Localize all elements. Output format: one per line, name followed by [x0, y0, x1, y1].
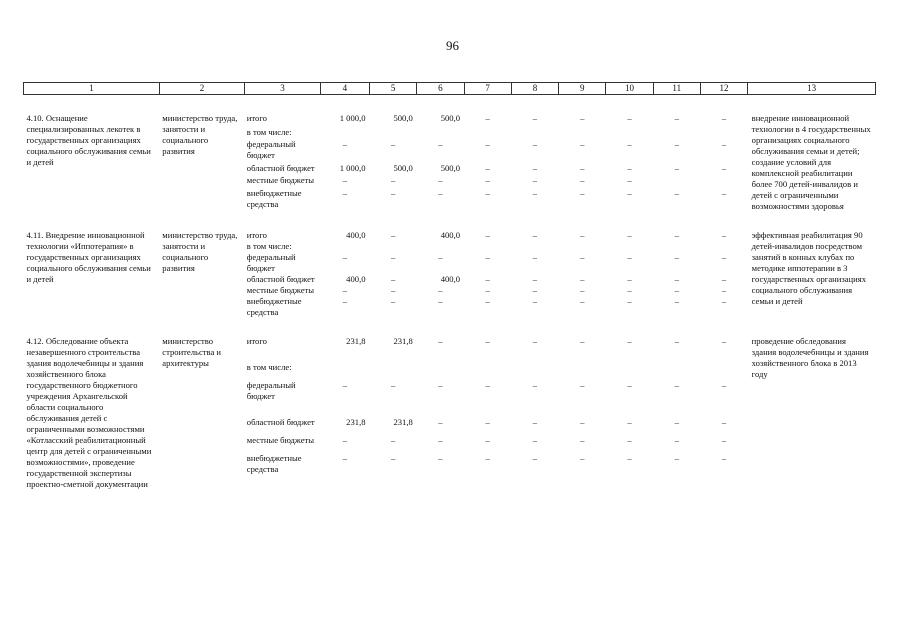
- amount-cell: –: [485, 163, 490, 174]
- amount-cell: 231,8: [346, 416, 366, 427]
- amount-cell: –: [674, 163, 679, 174]
- amount-cell: –: [485, 296, 490, 306]
- amount-cell: –: [532, 113, 538, 123]
- amount-cell: –: [721, 230, 727, 240]
- amount-cell: –: [580, 187, 585, 198]
- amount-cell: [320, 241, 369, 252]
- amount-cell: –: [391, 296, 396, 306]
- amount-cell: –: [532, 296, 538, 306]
- amount-cell: –: [674, 336, 679, 346]
- amount-cell: –: [438, 296, 443, 306]
- measure-title: 4.11. Внедрение инновационной технологии «Иппотерапия» в государственных организациях социального обслуживания семьи и детей: [26, 230, 151, 284]
- amount-cell: –: [391, 380, 396, 391]
- amount-cell: 500,0: [393, 163, 413, 174]
- amount-cell: –: [580, 113, 585, 123]
- amount-cell: [700, 127, 747, 139]
- funding-source: местные бюджеты: [246, 285, 315, 295]
- amount-cell: –: [391, 252, 396, 262]
- amount-cell: 231,8: [393, 416, 413, 427]
- amount-cell: –: [674, 435, 679, 446]
- column-header: 5: [370, 83, 417, 95]
- amount-cell: –: [532, 175, 538, 186]
- amount-cell: 400,0: [440, 230, 461, 240]
- amount-cell: –: [438, 380, 443, 391]
- amount-cell: –: [674, 285, 679, 295]
- amount-cell: –: [627, 175, 632, 186]
- amount-cell: –: [580, 175, 585, 186]
- amount-cell: –: [438, 336, 443, 346]
- amount-cell: [559, 362, 606, 380]
- amount-cell: –: [485, 175, 490, 186]
- amount-cell: 400,0: [346, 274, 366, 284]
- funding-source: федеральный бюджет: [246, 138, 296, 160]
- amount-cell: –: [342, 453, 348, 464]
- funding-source: областной бюджет: [246, 274, 315, 284]
- amount-cell: –: [721, 435, 727, 446]
- amount-cell: –: [342, 296, 348, 306]
- amount-cell: –: [721, 285, 727, 295]
- amount-cell: [511, 241, 558, 252]
- amount-cell: [606, 127, 653, 139]
- amount-cell: –: [627, 138, 632, 149]
- measure-executor: министерство труда, занятости и социального развития: [162, 230, 238, 273]
- amount-cell: –: [721, 380, 727, 391]
- amount-cell: –: [627, 416, 632, 427]
- amount-cell: –: [391, 453, 396, 464]
- amount-cell: –: [342, 285, 348, 295]
- amount-cell: [559, 241, 606, 252]
- amount-cell: [559, 127, 606, 139]
- measure-executor: министерство труда, занятости и социального развития: [162, 113, 238, 156]
- amount-cell: –: [438, 138, 443, 149]
- expected-result: проведение обследования здания водолечебницы и здания хозяйственного блока в 2013 году: [751, 336, 869, 379]
- amount-cell: –: [674, 380, 679, 391]
- amount-cell: –: [438, 175, 443, 186]
- amount-cell: –: [485, 274, 490, 284]
- amount-cell: –: [485, 380, 490, 391]
- amount-cell: –: [391, 187, 396, 198]
- funding-source: итого: [246, 113, 267, 123]
- column-header: 11: [653, 83, 700, 95]
- amount-cell: [320, 127, 369, 139]
- amount-cell: [653, 241, 700, 252]
- amount-cell: 1 000,0: [339, 163, 366, 174]
- column-header: 7: [464, 83, 511, 95]
- column-header: 13: [748, 83, 876, 95]
- amount-cell: 400,0: [346, 230, 366, 240]
- amount-cell: –: [580, 296, 585, 306]
- amount-cell: [653, 175, 700, 187]
- amount-cell: –: [532, 453, 538, 464]
- amount-cell: [370, 241, 417, 252]
- amount-cell: –: [391, 175, 396, 186]
- amount-cell: –: [627, 296, 632, 306]
- amount-cell: –: [485, 252, 490, 262]
- amount-cell: 500,0: [393, 113, 413, 123]
- measure-executor: министерство строительства и архитектуры: [162, 336, 222, 368]
- amount-cell: [464, 127, 511, 139]
- amount-cell: –: [438, 453, 443, 464]
- amount-cell: [653, 127, 700, 139]
- amount-cell: [606, 362, 653, 380]
- amount-cell: –: [485, 336, 490, 346]
- amount-cell: –: [342, 252, 348, 262]
- amount-cell: –: [438, 416, 443, 427]
- column-header: 12: [700, 83, 747, 95]
- table-row: [24, 101, 876, 127]
- funding-source: в том числе:: [246, 362, 292, 373]
- amount-cell: [606, 241, 653, 252]
- amount-cell: –: [721, 416, 727, 427]
- amount-cell: [320, 362, 369, 380]
- amount-cell: [464, 241, 511, 252]
- amount-cell: –: [532, 187, 538, 198]
- funding-source: в том числе:: [246, 126, 292, 137]
- amount-cell: –: [485, 187, 490, 198]
- amount-cell: –: [438, 285, 443, 295]
- amount-cell: 500,0: [440, 113, 461, 123]
- amount-cell: –: [342, 435, 348, 446]
- funding-source: местные бюджеты: [246, 175, 315, 186]
- amount-cell: –: [485, 435, 490, 446]
- amount-cell: 400,0: [440, 274, 461, 284]
- amount-cell: –: [627, 380, 632, 391]
- amount-cell: –: [438, 252, 443, 262]
- amount-cell: –: [674, 274, 679, 284]
- amount-cell: –: [674, 187, 679, 198]
- amount-cell: –: [532, 416, 538, 427]
- amount-cell: –: [721, 138, 727, 149]
- funding-source: внебюджетные средства: [246, 296, 302, 317]
- amount-cell: –: [485, 285, 490, 295]
- column-header: 9: [559, 83, 606, 95]
- amount-cell: –: [391, 138, 396, 149]
- column-header: 3: [245, 83, 320, 95]
- funding-source: местные бюджеты: [246, 435, 315, 446]
- column-header: 6: [417, 83, 464, 95]
- amount-cell: –: [674, 113, 679, 123]
- amount-cell: –: [627, 435, 632, 446]
- program-table: [23, 82, 876, 490]
- amount-cell: –: [342, 138, 348, 149]
- amount-cell: [511, 362, 558, 380]
- amount-cell: –: [721, 163, 727, 174]
- amount-cell: [417, 127, 464, 139]
- expected-result: эффективная реабилитация 90 детей-инвалидов посредством занятий в конных клубах по методике иппотерапии в 3 государственных организациях социального обслуживания семьи и детей: [751, 230, 866, 306]
- amount-cell: –: [627, 163, 632, 174]
- amount-cell: –: [391, 230, 396, 240]
- amount-cell: –: [342, 187, 348, 198]
- amount-cell: –: [627, 453, 632, 464]
- amount-cell: –: [721, 187, 727, 198]
- amount-cell: –: [532, 435, 538, 446]
- amount-cell: –: [580, 163, 585, 174]
- funding-source: областной бюджет: [246, 163, 315, 174]
- amount-cell: –: [532, 138, 538, 149]
- amount-cell: –: [485, 138, 490, 149]
- amount-cell: –: [674, 252, 679, 262]
- expected-result: внедрение инновационной технологии в 4 государственных организациях социального обслуживания семьи и детей; создание условий для комплексной реабилитации более 700 детей-инвалидов и детей с ограниченными возможностями здоровья: [751, 113, 871, 211]
- amount-cell: [700, 362, 747, 380]
- amount-cell: [370, 127, 417, 139]
- amount-cell: –: [580, 380, 585, 391]
- amount-cell: –: [721, 274, 727, 284]
- column-header: 4: [320, 83, 369, 95]
- amount-cell: –: [532, 274, 538, 284]
- funding-source: федеральный бюджет: [246, 380, 296, 402]
- table-body: [24, 95, 876, 491]
- amount-cell: [370, 362, 417, 380]
- amount-cell: –: [438, 187, 443, 198]
- table-row: [24, 324, 876, 362]
- funding-source: внебюджетные средства: [246, 453, 302, 475]
- amount-cell: [464, 362, 511, 380]
- column-header: 8: [511, 83, 558, 95]
- amount-cell: –: [674, 138, 679, 149]
- amount-cell: –: [391, 274, 396, 284]
- funding-source: итого: [246, 230, 267, 240]
- amount-cell: –: [485, 230, 490, 240]
- amount-cell: –: [627, 113, 632, 123]
- column-header: 10: [606, 83, 653, 95]
- amount-cell: –: [580, 336, 585, 346]
- page-number: 96: [446, 38, 459, 53]
- amount-cell: –: [532, 163, 538, 174]
- amount-cell: 231,8: [393, 336, 413, 346]
- amount-cell: –: [627, 336, 632, 346]
- column-header: 1: [24, 83, 160, 95]
- amount-cell: –: [391, 435, 396, 446]
- amount-cell: –: [580, 285, 585, 295]
- header-row: [24, 83, 876, 95]
- amount-cell: 500,0: [440, 163, 461, 174]
- amount-cell: –: [485, 453, 490, 464]
- amount-cell: –: [342, 175, 348, 186]
- amount-cell: –: [721, 336, 727, 346]
- amount-cell: –: [580, 453, 585, 464]
- funding-source: федеральный бюджет: [246, 252, 296, 273]
- amount-cell: –: [627, 285, 632, 295]
- amount-cell: –: [674, 416, 679, 427]
- funding-source: областной бюджет: [246, 416, 315, 427]
- amount-cell: –: [580, 416, 585, 427]
- amount-cell: 1 000,0: [339, 113, 366, 123]
- amount-cell: –: [627, 230, 632, 240]
- column-header: 2: [159, 83, 245, 95]
- amount-cell: –: [580, 138, 585, 149]
- amount-cell: –: [342, 380, 348, 391]
- amount-cell: –: [721, 252, 727, 262]
- amount-cell: –: [532, 285, 538, 295]
- amount-cell: –: [391, 285, 396, 295]
- amount-cell: –: [721, 113, 727, 123]
- amount-cell: [417, 362, 464, 380]
- amount-cell: –: [674, 453, 679, 464]
- funding-source: итого: [246, 336, 267, 346]
- amount-cell: –: [627, 274, 632, 284]
- amount-cell: [511, 127, 558, 139]
- amount-cell: –: [580, 252, 585, 262]
- amount-cell: –: [627, 187, 632, 198]
- amount-cell: –: [721, 453, 727, 464]
- measure-title: 4.12. Обследование объекта незавершенного строительства здания водолечебницы и здания хозяйственного блока государственного бюджетного учреждения Архангельской области социального обслуживания детей с ограниченными возможностями «Котласский реабилитационный центр для детей с ограниченными возможностями», проведение государственной экспертизы проектно-сметной документации: [26, 336, 152, 489]
- amount-cell: –: [485, 113, 490, 123]
- amount-cell: –: [674, 296, 679, 306]
- amount-cell: –: [580, 230, 585, 240]
- amount-cell: –: [485, 416, 490, 427]
- amount-cell: [700, 175, 747, 187]
- amount-cell: –: [721, 296, 727, 306]
- amount-cell: –: [627, 252, 632, 262]
- amount-cell: –: [532, 230, 538, 240]
- amount-cell: –: [532, 252, 538, 262]
- table-row: [24, 218, 876, 241]
- amount-cell: [417, 241, 464, 252]
- amount-cell: –: [580, 435, 585, 446]
- amount-cell: –: [438, 435, 443, 446]
- funding-source: внебюджетные средства: [246, 187, 302, 209]
- amount-cell: [700, 241, 747, 252]
- amount-cell: 231,8: [346, 336, 366, 346]
- amount-cell: –: [674, 230, 679, 240]
- amount-cell: –: [532, 380, 538, 391]
- funding-source: в том числе:: [246, 241, 292, 251]
- amount-cell: –: [580, 274, 585, 284]
- amount-cell: [653, 362, 700, 380]
- amount-cell: –: [532, 336, 538, 346]
- measure-title: 4.10. Оснащение специализированных лекотек в государственных организациях социального обслуживания семьи и детей: [26, 113, 151, 167]
